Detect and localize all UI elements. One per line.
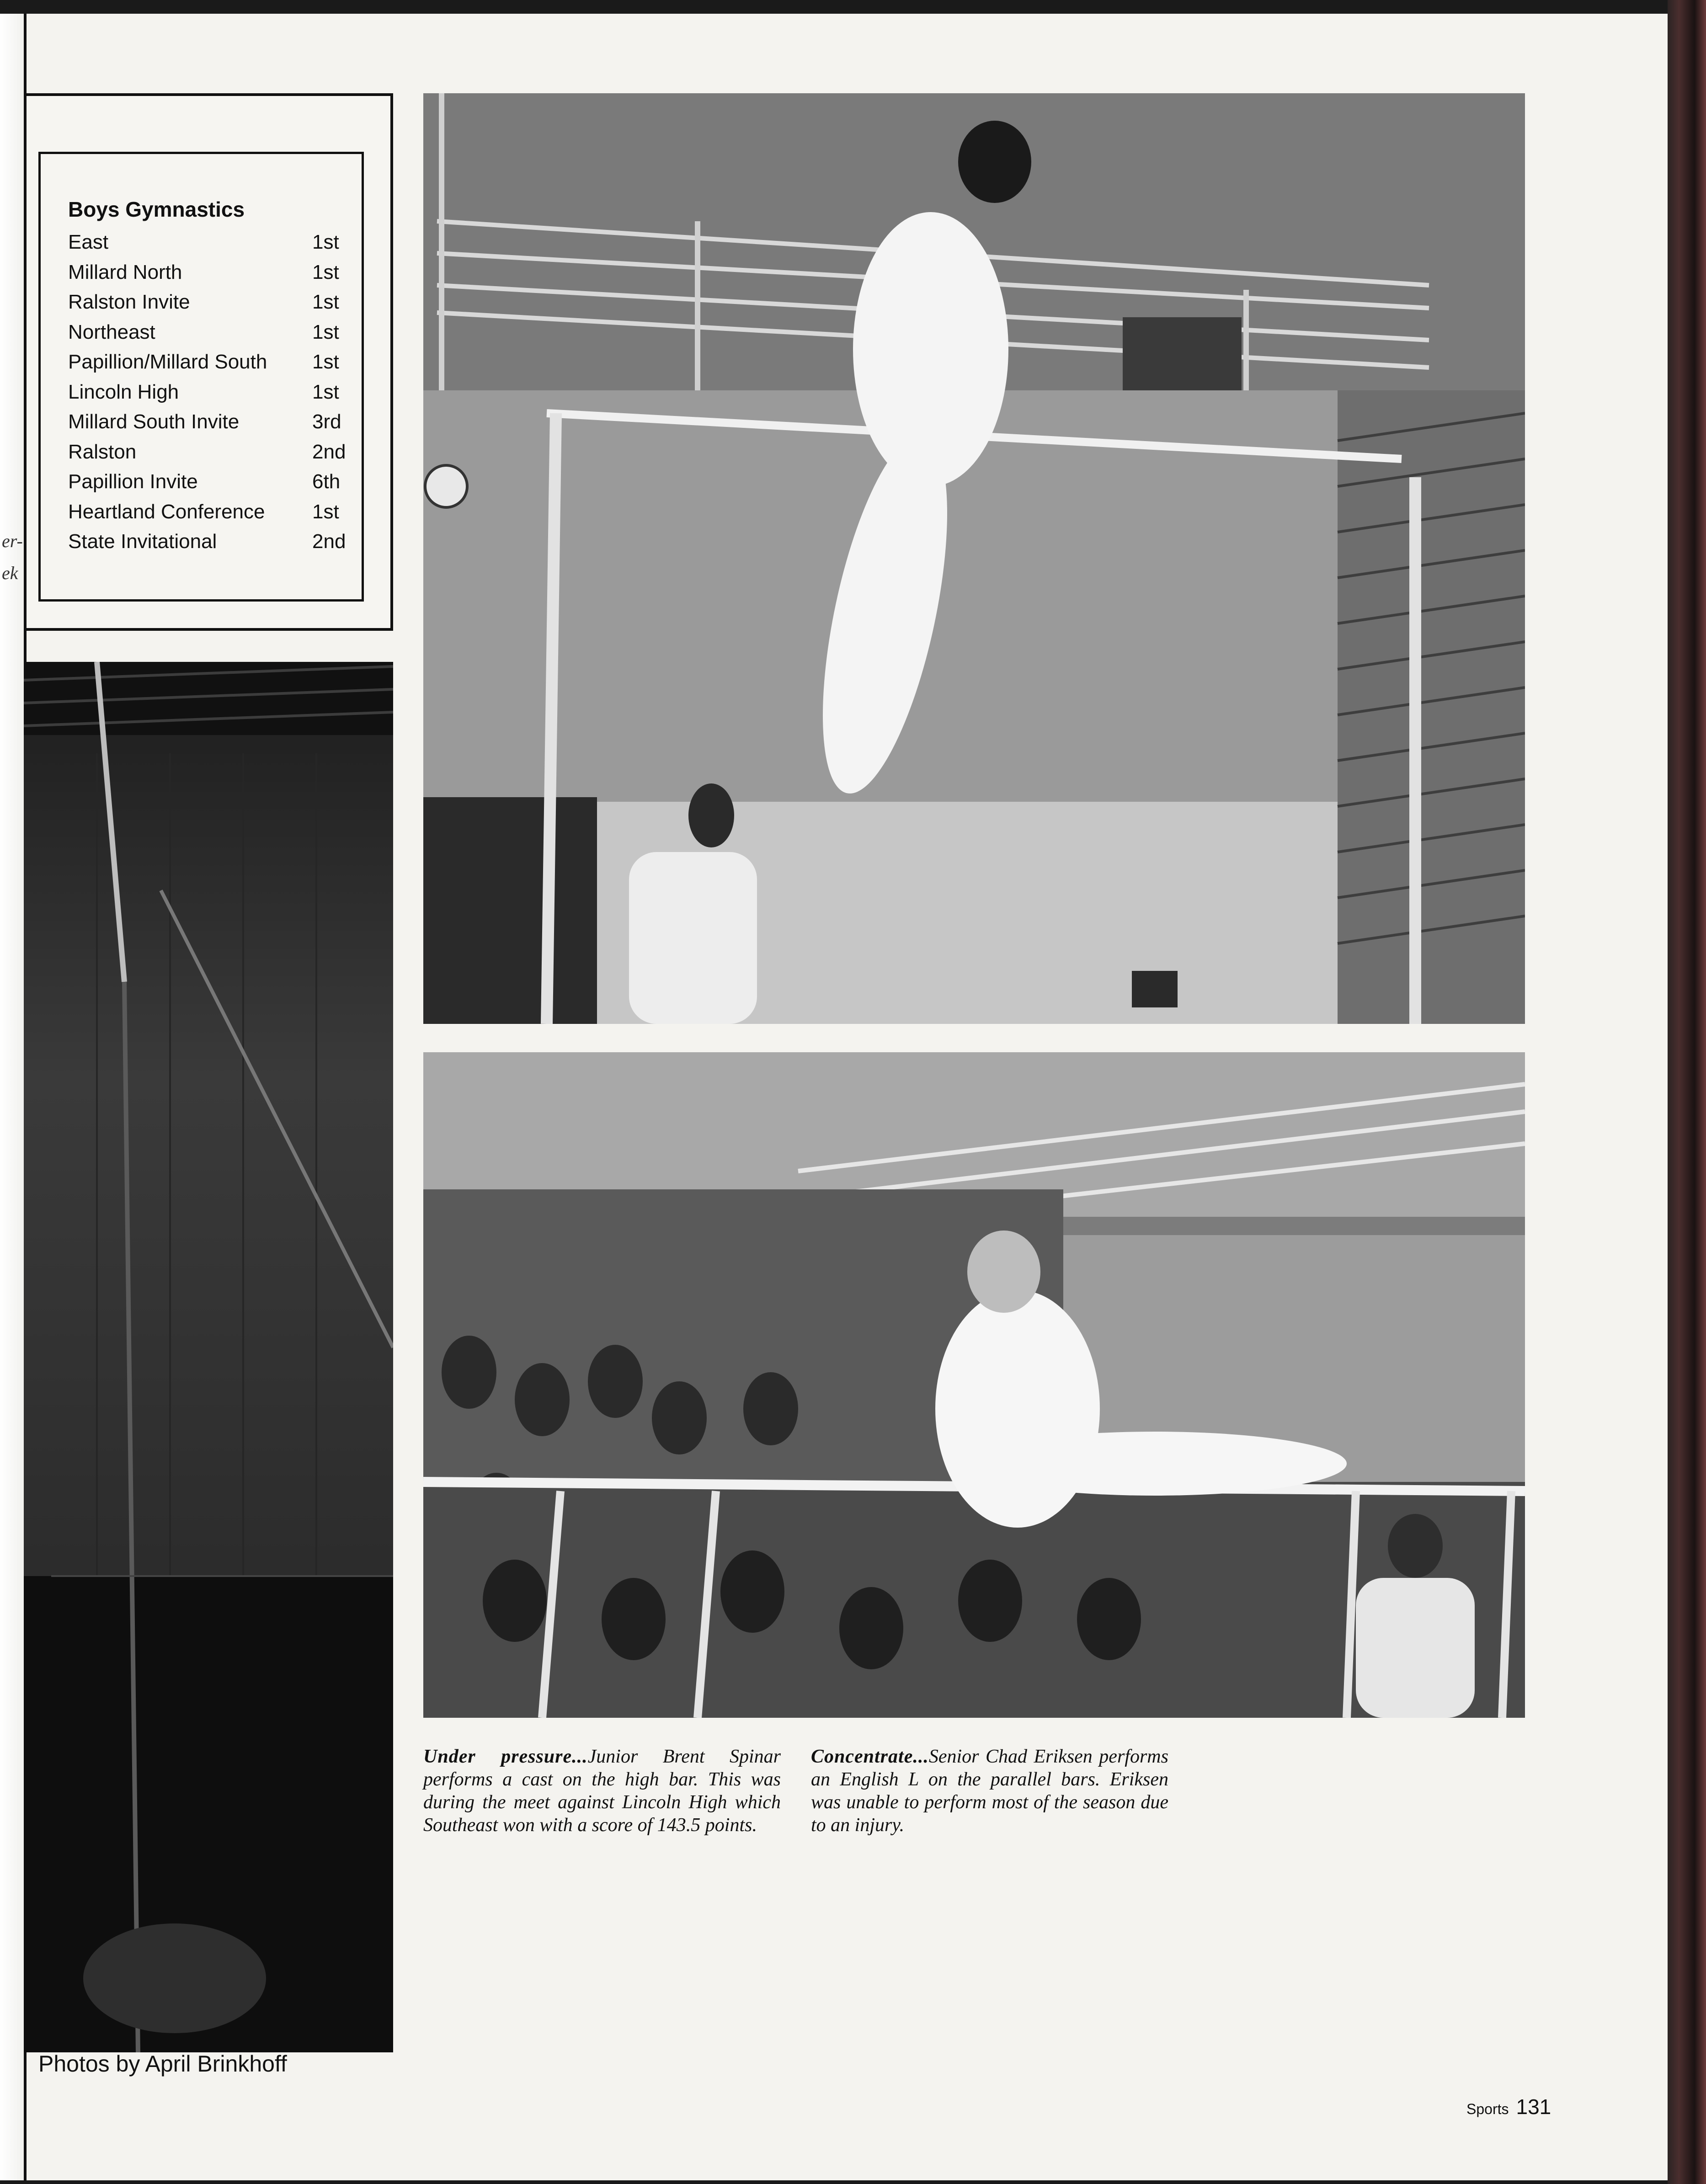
meet-place: 1st — [312, 380, 339, 403]
results-row — [68, 437, 356, 467]
left-page-edge — [0, 14, 27, 2180]
caption-text: Senior Chad Eriksen performs an English L on the parallel bars. Eriksen was unable to perform most of the season due to an injury. — [811, 1746, 1168, 1836]
page-number: 131 — [1516, 2095, 1551, 2119]
meet-place: 2nd — [312, 530, 346, 553]
photo-credit: Photos by April Brinkhoff — [38, 2051, 287, 2077]
caption-text: Junior Brent Spinar performs a cast on the high bar. This was during the meet against Lincoln High which Southeast won with a score of 143.5 points. — [423, 1746, 781, 1836]
meet-name: Northeast — [68, 320, 155, 343]
results-row — [68, 407, 356, 437]
meet-name: State Invitational — [68, 530, 217, 553]
meet-name: East — [68, 231, 109, 253]
photo-high-bar — [423, 93, 1525, 1024]
meet-name: Millard North — [68, 261, 182, 283]
meet-place: 1st — [312, 351, 339, 373]
results-row — [68, 287, 356, 317]
photo-parallel-bars — [423, 1052, 1525, 1718]
results-row — [68, 227, 356, 257]
edge-text-fragment: er- — [2, 531, 23, 551]
meet-place: 1st — [312, 261, 339, 283]
meet-place: 1st — [312, 500, 339, 523]
section-label: Sports — [1466, 2101, 1509, 2117]
results-title: Boys Gymnastics — [68, 197, 245, 221]
results-row — [68, 467, 356, 497]
results-row — [68, 527, 356, 557]
photo-still-rings — [24, 662, 393, 2052]
caption-lead: Concentrate... — [811, 1746, 929, 1767]
results-list — [68, 227, 356, 557]
meet-name: Millard South Invite — [68, 410, 240, 433]
meet-name: Ralston Invite — [68, 291, 190, 313]
meet-place: 1st — [312, 231, 339, 253]
meet-name: Ralston — [68, 440, 137, 463]
book-spine-edge — [1668, 0, 1706, 2184]
edge-text-fragment: ek — [2, 563, 18, 583]
meet-place: 2nd — [312, 440, 346, 463]
caption-parallel-bars — [811, 1745, 1168, 1837]
meet-name: Lincoln High — [68, 380, 179, 403]
page-folio — [1466, 2094, 1551, 2119]
results-row — [68, 347, 356, 377]
meet-place: 3rd — [312, 410, 341, 433]
results-row — [68, 377, 356, 407]
results-scoreboard — [38, 152, 364, 602]
meet-name: Papillion Invite — [68, 470, 198, 493]
results-row — [68, 257, 356, 288]
caption-lead: Under pressure... — [423, 1746, 588, 1767]
meet-name: Heartland Conference — [68, 500, 265, 523]
meet-place: 1st — [312, 291, 339, 313]
caption-high-bar — [423, 1745, 781, 1837]
results-row — [68, 317, 356, 347]
meet-place: 1st — [312, 320, 339, 343]
meet-place: 6th — [312, 470, 341, 493]
meet-name: Papillion/Millard South — [68, 351, 267, 373]
results-row — [68, 497, 356, 527]
